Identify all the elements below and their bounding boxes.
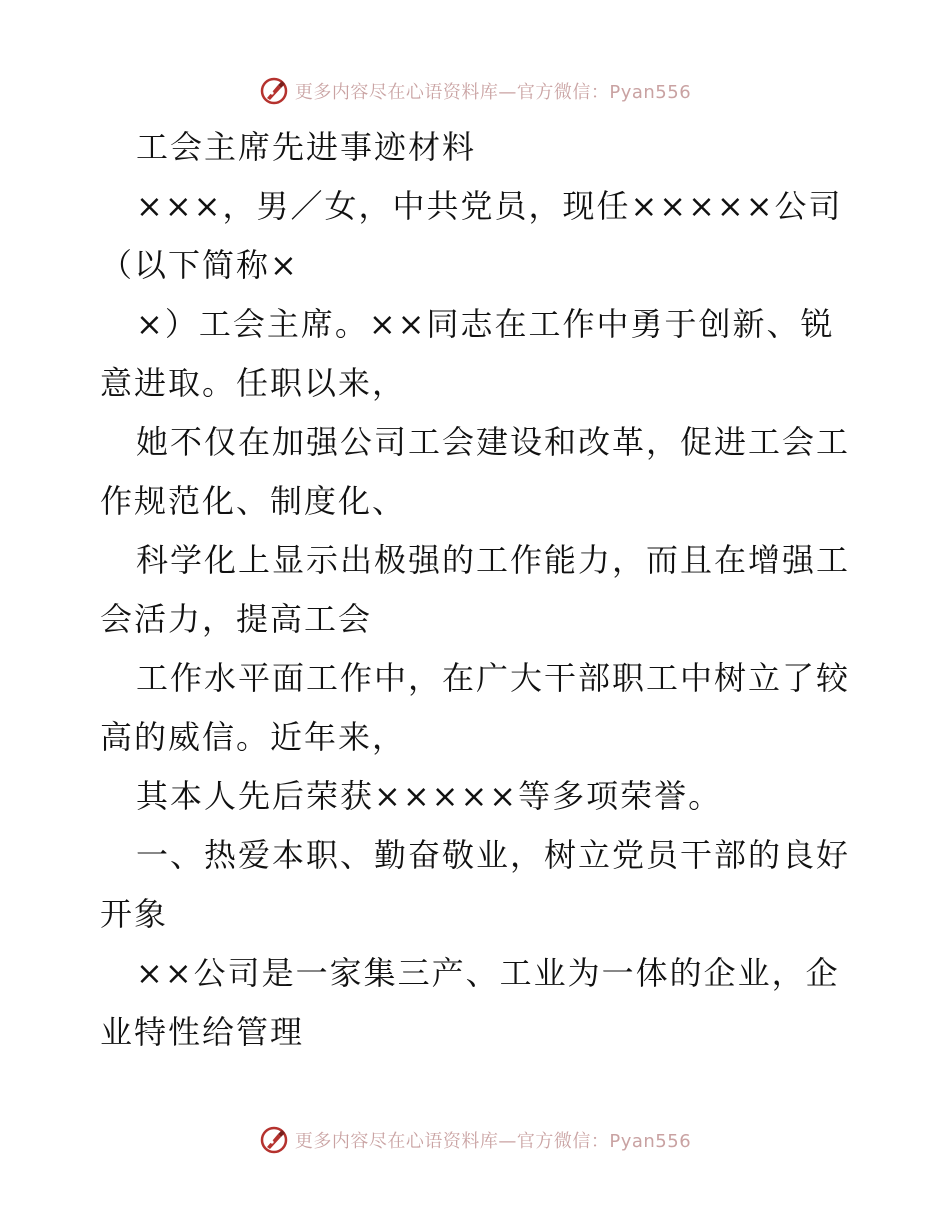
paragraph: ×××，男／女，中共党员，现任×××××公司（以下简称× <box>100 187 843 284</box>
watermark-group <box>259 76 691 106</box>
paragraph: ×）工会主席。××同志在工作中勇于创新、锐意进取。任职以来， <box>100 305 835 402</box>
pen-seal-logo-icon <box>259 1125 289 1155</box>
watermark-group <box>259 1125 691 1155</box>
footer-watermark-banner <box>0 1120 950 1160</box>
paragraph: 工作水平面工作中，在广大干部职工中树立了较高的威信。近年来， <box>100 659 851 756</box>
paragraph: 其本人先后荣获×××××等多项荣誉。 <box>136 777 723 815</box>
header-watermark-banner <box>0 71 950 111</box>
paragraph: ××公司是一家集三产、工业为一体的企业，企业特性给管理 <box>100 954 840 1051</box>
document-body <box>100 118 852 1062</box>
paragraph: 科学化上显示出极强的工作能力，而且在增强工会活力，提高工会 <box>100 541 851 638</box>
pen-seal-logo-icon <box>259 76 289 106</box>
document-title: 工会主席先进事迹材料 <box>136 128 477 166</box>
section-heading: 一、热爱本职、勤奋敬业，树立党员干部的良好开象 <box>100 836 851 933</box>
watermark-text: 更多内容尽在心语资料库—官方微信：Pyan556 <box>294 1131 692 1152</box>
paragraph: 她不仅在加强公司工会建设和改革，促进工会工作规范化、制度化、 <box>100 423 851 520</box>
watermark-text: 更多内容尽在心语资料库—官方微信：Pyan556 <box>294 82 692 103</box>
